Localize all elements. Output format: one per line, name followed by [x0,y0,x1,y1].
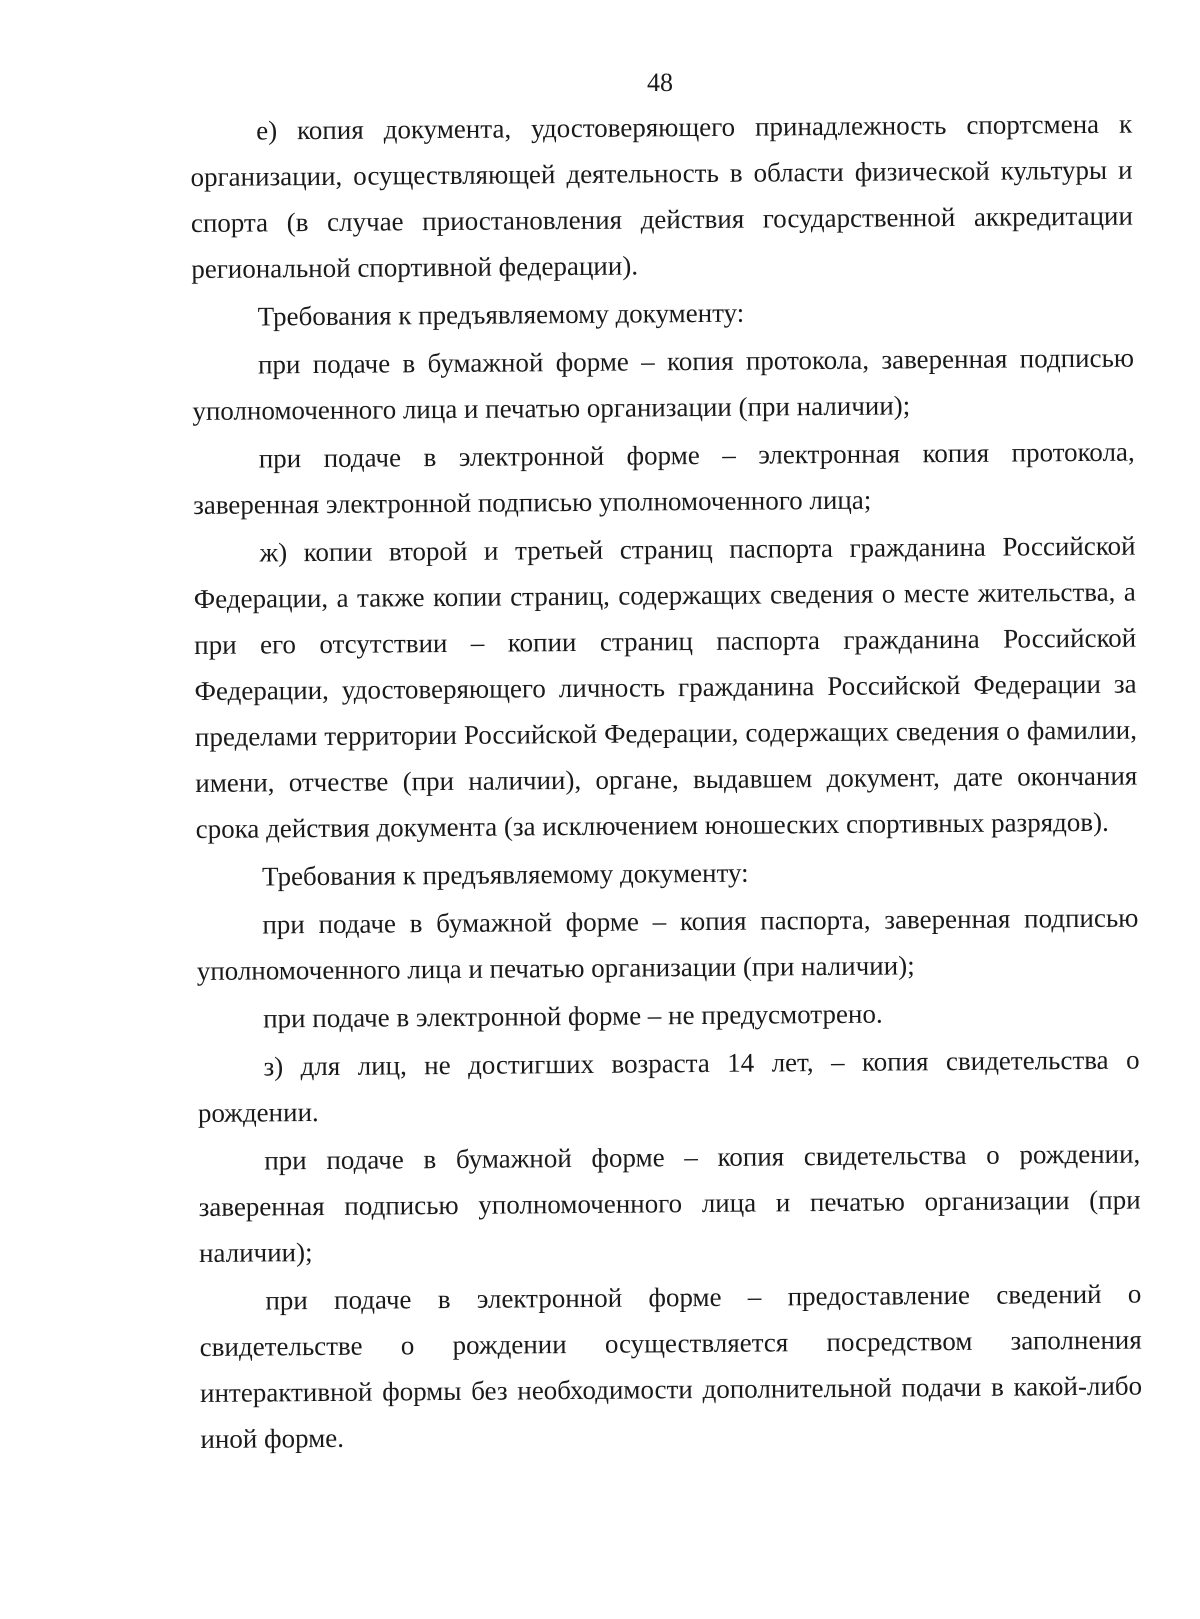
paragraph-paper-form: при подаче в бумажной форме – копия свидетельства о рождении, заверенная подписью уполномоченного лица и печатью организации (при наличии); [198,1138,1141,1268]
paragraph-electronic-form: при подаче в электронной форме – электронная копия протокола, заверенная электронной подписью уполномоченного лица; [193,436,1135,520]
paragraph-electronic-form: при подаче в электронной форме – не предусмотрено. [263,998,883,1034]
document-body [190,101,1143,1464]
paragraph-requirements-heading: Требования к предъявляемому документу: [257,297,745,332]
paragraph-electronic-form: при подаче в электронной форме – предоставление сведений о свидетельстве о рождении осуществляется посредством заполнения интерактивной формы без необходимости дополнительной подачи в какой-либо иной форме. [199,1278,1143,1454]
paragraph-paper-form: при подаче в бумажной форме – копия протокола, заверенная подписью уполномоченного лица и печатью организации (при наличии); [192,342,1135,426]
paragraph-paper-form: при подаче в бумажной форме – копия паспорта, заверенная подписью уполномоченного лица и печатью организации (при наличии); [196,902,1139,986]
paragraph-item-zh: ж) копии второй и третьей страниц паспорта гражданина Российской Федерации, а также копии страниц, содержащих сведения о месте жительства, а при его отсутствии – копии страниц паспорта гражданина Российской Федерации, удостоверяющего личность гражданина Российской Федерации за пределами территории Российской Федерации, содержащих сведения о фамилии, имени, отчестве (при наличии), органе, выдавшем документ, дате окончания срока действия документа (за исключением юношеских спортивных разрядов). [193,530,1138,844]
paragraph-requirements-heading: Требования к предъявляемому документу: [261,857,749,892]
paragraph-item-z: з) для лиц, не достигших возраста 14 лет, – копия свидетельства о рождении. [197,1044,1140,1128]
page-number: 48 [647,68,673,97]
paragraph-item-e: е) копия документа, удостоверяющего принадлежность спортсмена к организации, осуществляющей деятельность в области физической культуры и спорта (в случае приостановления действия государственной аккредитации региональной спортивной федерации). [190,108,1133,284]
